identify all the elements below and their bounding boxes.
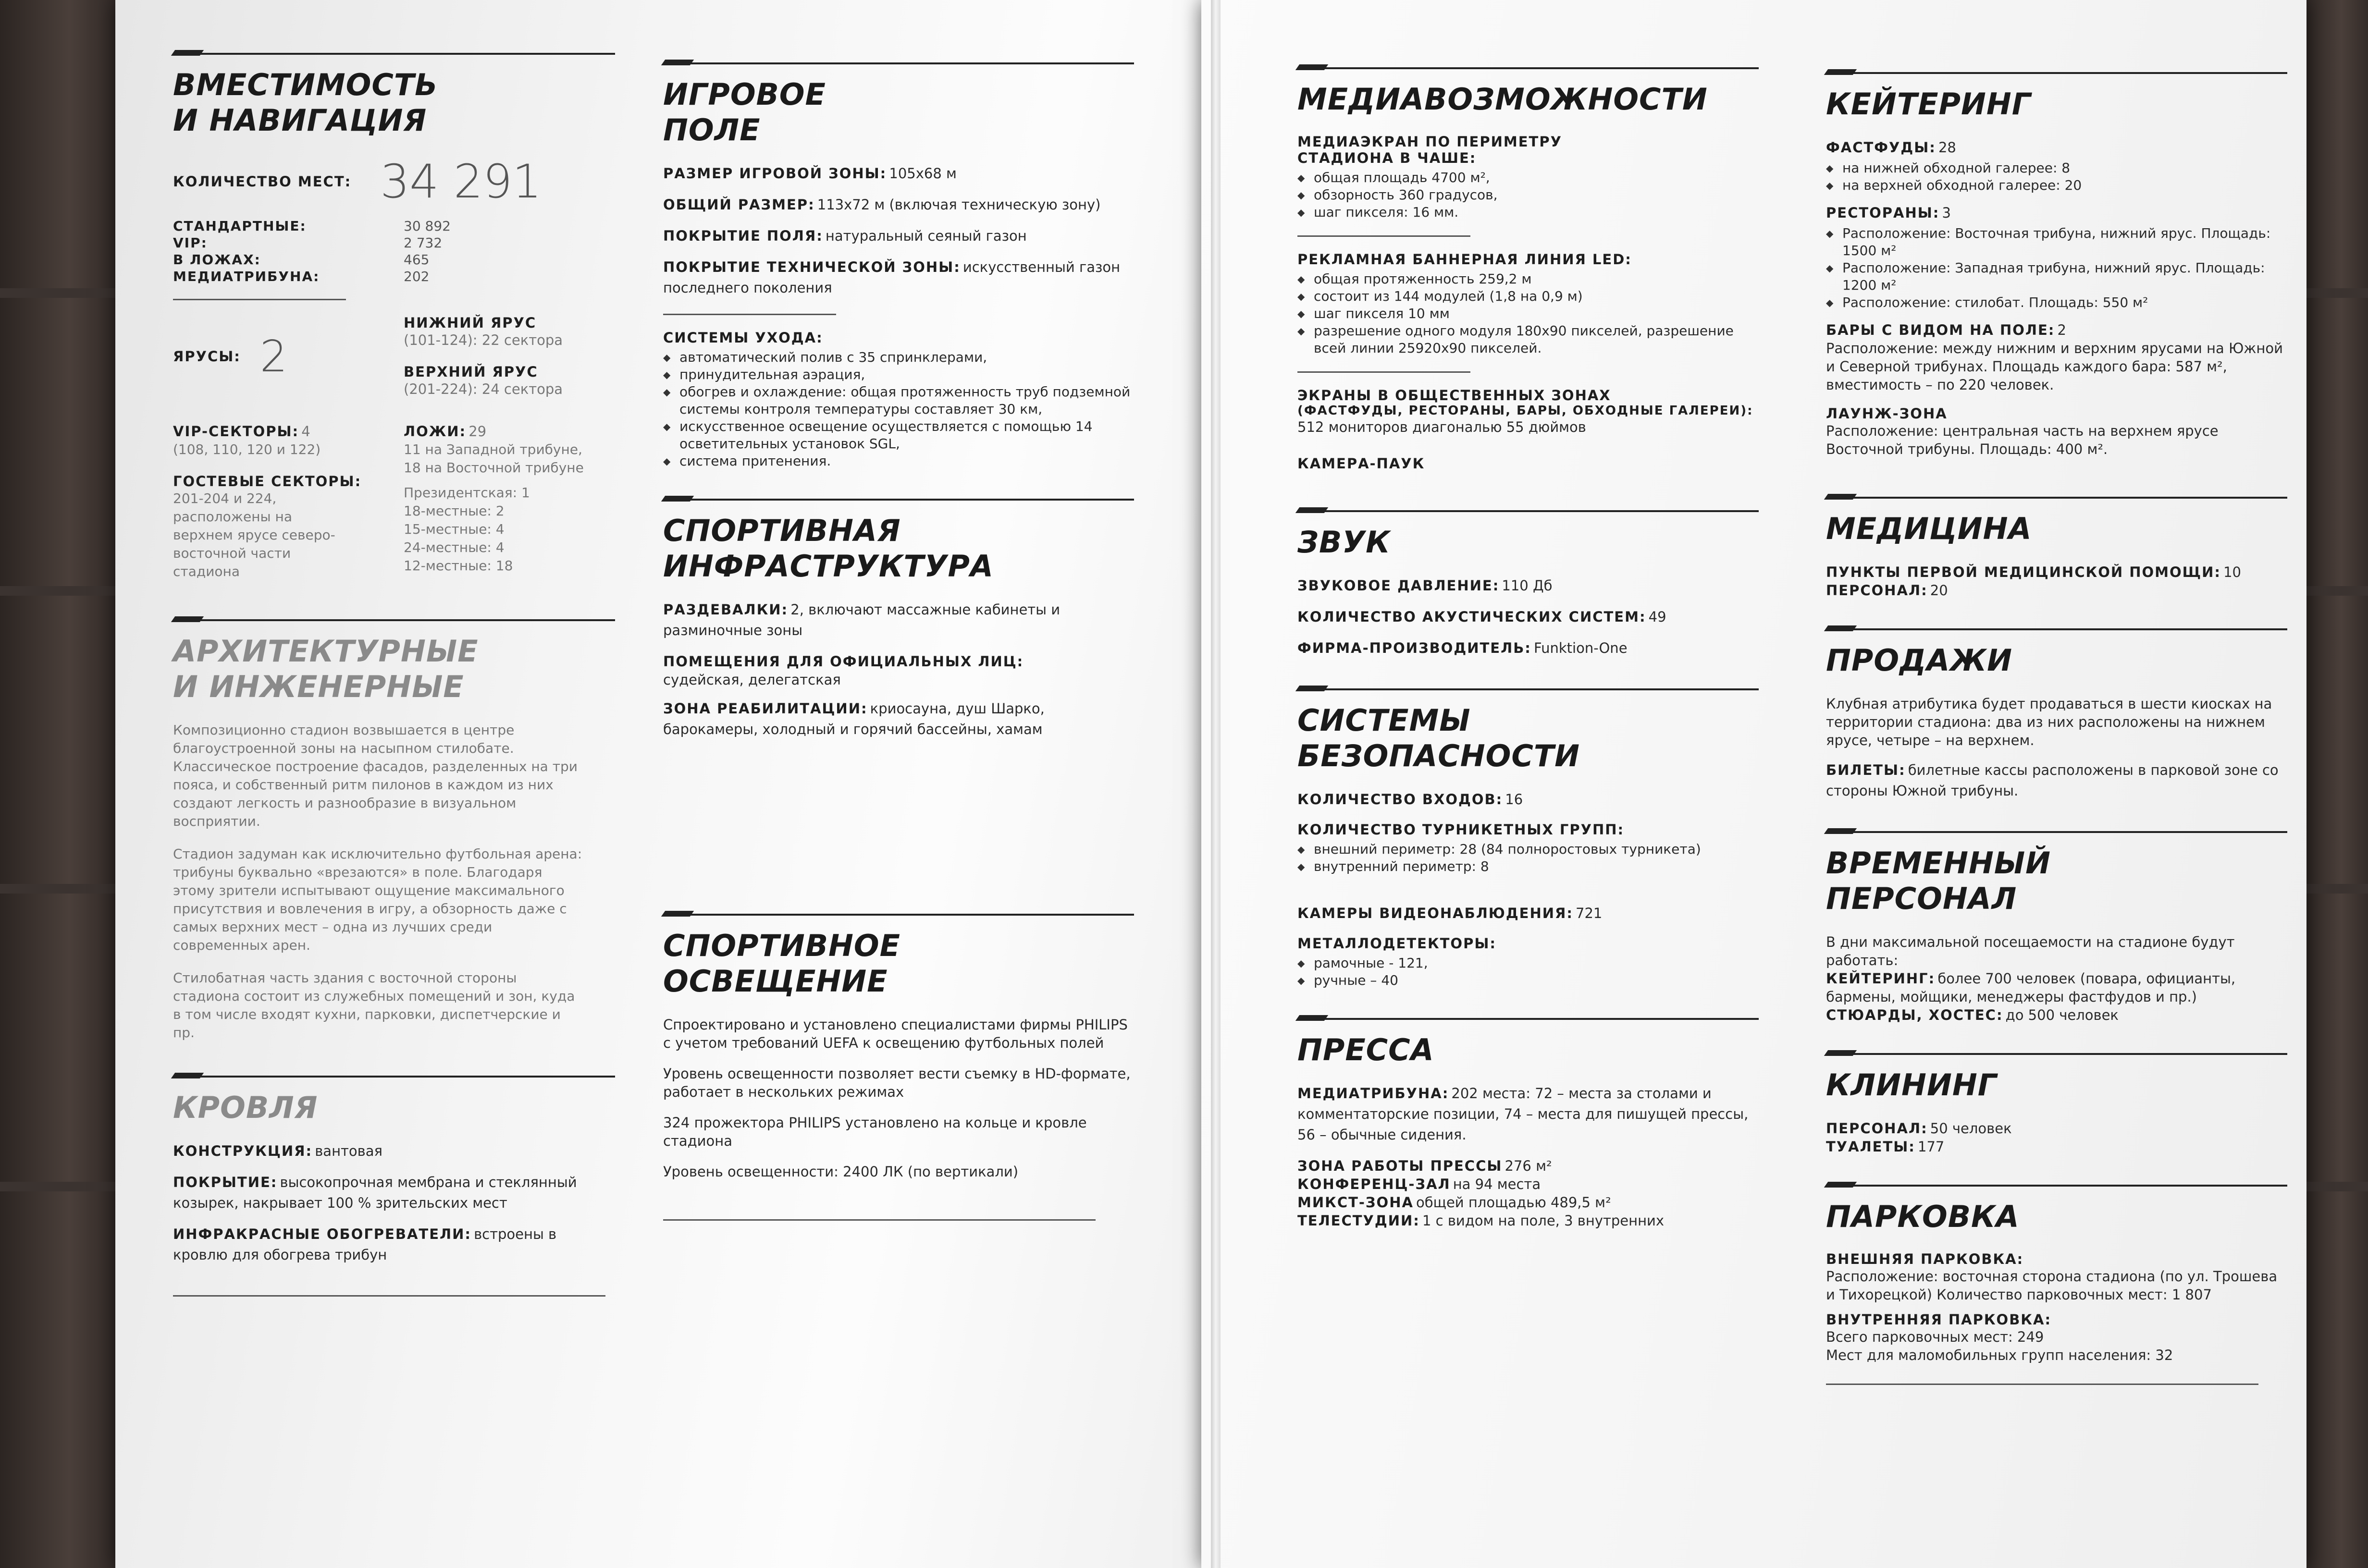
field-title: ИГРОВОЕ ПОЛЕ xyxy=(663,77,826,147)
medicine-section: МЕДИЦИНА ПУНКТЫ ПЕРВОЙ МЕДИЦИНСКОЙ ПОМОЩИ: 10 ПЕРСОНАЛ: 20 xyxy=(1826,497,2287,600)
upper-tier-label: ВЕРХНИЙ ЯРУС xyxy=(404,364,538,380)
list-item: ◆ внешний периметр: 28 (84 полноростовых турникета) xyxy=(1297,841,1759,858)
wood-plank xyxy=(2301,1191,2368,1568)
media-title: МЕДИАВОЗМОЖНОСТИ xyxy=(1297,82,1708,117)
list-item: ◆ шаг пикселя: 16 мм. xyxy=(1297,204,1759,221)
list-item: ◆ общая протяженность 259,2 м xyxy=(1297,270,1759,288)
capacity-title: ВМЕСТИМОСТЬ И НАВИГАЦИЯ xyxy=(173,67,438,138)
architecture-title: АРХИТЕКТУРНЫЕ И ИНЖЕНЕРНЫЕ xyxy=(173,634,479,704)
upper-tier-text: (201-224): 24 сектора xyxy=(404,381,563,397)
temp-staff-title: ВРЕМЕННЫЙ ПЕРСОНАЛ xyxy=(1826,845,2051,916)
press-section: ПРЕССА МЕДИАТРИБУНА: 202 места: 72 – места за столами и комментаторские позиции, 74 – места для пишущей прессы, 56 – обычные сидения. ЗОНА РАБОТЫ ПРЕССЫ 276 м² КОНФЕРЕНЦ-ЗАЛ на 94 места МИКСТ-ЗОНА общей площадью 489,5 м² ТЕЛЕСТУДИИ: 1 с видом на поле, 3 внутренних xyxy=(1297,1018,1759,1230)
tiers-value: 2 xyxy=(259,331,288,382)
lower-tier-label: НИЖНИЙ ЯРУС xyxy=(404,315,537,331)
list-item: ◆ искусственное освещение осуществляется с помощью 14 осветительных установок SGL, xyxy=(663,418,1134,453)
guest-text: 201-204 и 224, расположены на верхнем ярусе северо-восточной части стадиона xyxy=(173,490,335,579)
divider xyxy=(173,299,346,300)
list-item: ◆ на нижней обходной галерее: 8 xyxy=(1826,159,2287,177)
column-1 xyxy=(173,53,615,1325)
vip-text: (108, 110, 120 и 122) xyxy=(173,441,321,457)
wood-plank xyxy=(0,0,115,288)
list-item: ◆ рамочные - 121, xyxy=(1297,955,1759,972)
wood-plank xyxy=(0,894,115,1182)
security-section: СИСТЕМЫ БЕЗОПАСНОСТИ КОЛИЧЕСТВО ВХОДОВ: 16 КОЛИЧЕСТВО ТУРНИКЕТНЫХ ГРУПП: ◆ внешний периметр: 28 (84 полноростовых турникета) ◆ внутренний периметр: 8 КАМЕРЫ ВИДЕОНАБЛЮДЕНИЯ: 721 МЕТАЛЛОДЕТЕКТОРЫ: ◆ рамочные - 121, ◆ ручные – 40 xyxy=(1297,688,1759,989)
care-list xyxy=(663,349,1134,470)
architecture-p3: Стилобатная часть здания с восточной стороны стадиона состоит из служебных помещений и зон, куда в том числе входят кухни, парковки, диспетчерские и пр. xyxy=(173,970,575,1041)
sales-section: ПРОДАЖИ Клубная атрибутика будет продаваться в шести киосках на территории стадиона: два из них расположены на нижнем ярусе, четыре – на верхнем. БИЛЕТЫ: билетные кассы расположены в парковой зоне со стороны Южной трибуны. xyxy=(1826,628,2287,802)
wood-plank xyxy=(0,298,115,586)
tiers-label: ЯРУСЫ: xyxy=(173,348,241,365)
architecture-section xyxy=(173,619,615,1042)
security-title: СИСТЕМЫ БЕЗОПАСНОСТИ xyxy=(1297,703,1580,773)
field-section: ИГРОВОЕ ПОЛЕ РАЗМЕР ИГРОВОЙ ЗОНЫ: 105х68 м ОБЩИЙ РАЗМЕР: 113х72 м (включая техническую зону) ПОКРЫТИЕ ПОЛЯ: натуральный сеяный газон ПОКРЫТИЕ ТЕХНИЧЕСКОЙ ЗОНЫ: искусственный газон последнего поколения СИСТЕМЫ УХОДА: ◆ автоматический полив с 35 спринклерами, ◆ принудительная аэрация, ◆ обогрев и охлаждение: общая протяженность труб подземной системы контроля температуры составляет 30 км, ◆ искусственное освещение осуществляется с помощью 14 осветительных установок SGL, ◆ система притенения. xyxy=(663,62,1134,470)
sound-section: ЗВУК ЗВУКОВОЕ ДАВЛЕНИЕ: 110 Дб КОЛИЧЕСТВО АКУСТИЧЕСКИХ СИСТЕМ: 49 ФИРМА-ПРОИЗВОДИТЕЛЬ: Funktion-One xyxy=(1297,510,1759,660)
list-item: ◆ общая площадь 4700 м², xyxy=(1297,169,1759,186)
seats-label: КОЛИЧЕСТВО МЕСТ: xyxy=(173,173,352,190)
catering-title: КЕЙТЕРИНГ xyxy=(1826,86,2032,122)
list-item: ◆ обзорность 360 градусов, xyxy=(1297,186,1759,204)
seats-value: 34 291 xyxy=(380,155,542,208)
cleaning-section: КЛИНИНГ ПЕРСОНАЛ: 50 человек ТУАЛЕТЫ: 177 xyxy=(1826,1053,2287,1156)
list-item: ◆ внутренний периметр: 8 xyxy=(1297,858,1759,875)
temp-staff-section: ВРЕМЕННЫЙ ПЕРСОНАЛ В дни максимальной посещаемости на стадионе будут работать: КЕЙТЕРИНГ: более 700 человек (повара, официанты, бармены, мойщики, менеджеры фастфудов и пр.) СТЮАРДЫ, ХОСТЕС: до 500 человек xyxy=(1826,831,2287,1024)
list-item: ◆ разрешение одного модуля 180х90 пикселей, разрешение всей линии 25920х90 пикселей. xyxy=(1297,322,1759,357)
boxes-label: ЛОЖИ: xyxy=(404,423,467,440)
list-item: ◆ на верхней обходной галерее: 20 xyxy=(1826,177,2287,194)
list-item: ◆ Расположение: Восточная трибуна, нижний ярус. Площадь: 1500 м² xyxy=(1826,225,2287,259)
cleaning-title: КЛИНИНГ xyxy=(1826,1067,1998,1102)
list-item: ◆ состоит из 144 модулей (1,8 на 0,9 м) xyxy=(1297,288,1759,305)
catering-section: КЕЙТЕРИНГ ФАСТФУДЫ: 28 ◆ на нижней обходной галерее: 8 ◆ на верхней обходной галерее: 20 РЕСТОРАНЫ: 3 ◆ Расположение: Восточная трибуна, нижний ярус. Площадь: 1500 м² ◆ Расположение: Западная трибуна, нижний ярус. Площадь: 1200 м² ◆ Расположение: стилобат. Площадь: 550 м² БАРЫ С ВИДОМ НА ПОЛЕ: 2 Расположение: между нижним и верхним ярусами на Южной и Северной трибунах. Площадь каждого бара: 587 м², вместимость – по 220 человек. ЛАУНЖ-ЗОНА Расположение: центральная часть на верхнем ярусе Восточной трибуны. Площадь: 400 м². xyxy=(1826,72,2287,458)
list-item: ◆ принудительная аэрация, xyxy=(663,366,1134,383)
sport-infra-section: СПОРТИВНАЯ ИНФРАСТРУКТУРА РАЗДЕВАЛКИ: 2, включают массажные кабинеты и разминочные зоны ПОМЕЩЕНИЯ ДЛЯ ОФИЦИАЛЬНЫХ ЛИЦ: судейская, делегатская ЗОНА РЕАБИЛИТАЦИИ: криосауна, душ Шарко, барокамеры, холодный и горячий бассейны, хамам xyxy=(663,499,1134,741)
list-item: ◆ автоматический полив с 35 спринклерами, xyxy=(663,349,1134,366)
roof-section: КРОВЛЯ КОНСТРУКЦИЯ: вантовая ПОКРЫТИЕ: высокопрочная мембрана и стеклянный козырек, накрывает 100 % зрительских мест ИНФРАКРАСНЫЕ ОБОГРЕВАТЕЛИ: встроены в кровлю для обогрева трибун xyxy=(173,1076,615,1297)
wood-plank xyxy=(0,596,115,884)
column-2 xyxy=(663,62,1134,1250)
media-section: МЕДИАВОЗМОЖНОСТИ МЕДИАЭКРАН ПО ПЕРИМЕТРУ СТАДИОНА В ЧАШЕ: ◆ общая площадь 4700 м², ◆ обзорность 360 градусов, ◆ шаг пикселя: 16 мм. РЕКЛАМНАЯ БАННЕРНАЯ ЛИНИЯ LED: ◆ общая протяженность 259,2 м ◆ состоит из 144 модулей (1,8 на 0,9 м) ◆ шаг пикселя 10 мм ◆ разрешение одного модуля 180х90 пикселей, разрешение всей линии 25920х90 пикселей. ЭКРАНЫ В ОБЩЕСТВЕННЫХ ЗОНАХ (ФАСТФУДЫ, РЕСТОРАНЫ, БАРЫ, ОБХОДНЫЕ ГАЛЕРЕИ): 512 мониторов диагональю 55 дюймов КАМЕРА-ПАУК xyxy=(1297,67,1759,472)
architecture-p1: Композиционно стадион возвышается в центре благоустроенной зоны на насыпном стилобате. Классическое построение фасадов, разделенных на три пояса, и собственный ритм пилонов в каждом из них создают легкость и разнообразие в визуальном восприятии. xyxy=(173,722,578,829)
lighting-title: СПОРТИВНОЕ ОСВЕЩЕНИЕ xyxy=(663,928,900,999)
guest-label: ГОСТЕВЫЕ СЕКТОРЫ: xyxy=(173,473,362,490)
medicine-title: МЕДИЦИНА xyxy=(1826,511,2032,546)
sales-title: ПРОДАЖИ xyxy=(1826,643,2013,678)
wood-plank xyxy=(2301,894,2368,1182)
wood-plank xyxy=(2301,0,2368,288)
list-item: ◆ Расположение: стилобат. Площадь: 550 м² xyxy=(1826,294,2287,311)
seats-breakdown: СТАНДАРТНЫЕ: 30 892 VIP: 2 732 В ЛОЖАХ: 465 МЕДИАТРИБУНА: 202 xyxy=(173,218,451,284)
sound-title: ЗВУК xyxy=(1297,525,1391,560)
architecture-p2: Стадион задуман как исключительно футбольная арена: трибуны буквально «врезаются» в поле. Благодаря этому зрители испытывают ощущение максимального присутствия и вовлечения в игру, а обзорность даже с самых верхних мест – одна из лучших среди современных арен. xyxy=(173,846,582,953)
parking-title: ПАРКОВКА xyxy=(1826,1199,2020,1234)
list-item: ◆ Расположение: Западная трибуна, нижний ярус. Площадь: 1200 м² xyxy=(1826,259,2287,294)
list-item: ◆ ручные – 40 xyxy=(1297,972,1759,989)
section-rule xyxy=(173,53,615,55)
vip-label: VIP-СЕКТОРЫ: xyxy=(173,423,299,440)
brochure-fold xyxy=(1211,0,1221,1568)
lower-tier-text: (101-124): 22 сектора xyxy=(404,332,563,348)
parking-section: ПАРКОВКА ВНЕШНЯЯ ПАРКОВКА: Расположение: восточная сторона стадиона (по ул. Трошева и Тихорецкой) Количество парковочных мест: 1 807 ВНУТРЕННЯЯ ПАРКОВКА: Всего парковочных мест: 249 Мест для маломобильных групп населения: 32 xyxy=(1826,1185,2287,1385)
wood-plank xyxy=(2301,298,2368,586)
press-title: ПРЕССА xyxy=(1297,1032,1434,1067)
sport-infra-title: СПОРТИВНАЯ ИНФРАСТРУКТУРА xyxy=(663,513,994,584)
column-3 xyxy=(1297,67,1759,1259)
list-item: ◆ шаг пикселя 10 мм xyxy=(1297,305,1759,322)
list-item: ◆ обогрев и охлаждение: общая протяженность труб подземной системы контроля температуры составляет 30 км, xyxy=(663,383,1134,418)
capacity-section: ВМЕСТИМОСТЬ И НАВИГАЦИЯ КОЛИЧЕСТВО МЕСТ: 34 291 СТАНДАРТНЫЕ: 30 892 VIP: 2 732 В ЛОЖАХ: 465 МЕДИАТРИБУНА: 202 ЯРУСЫ: 2 НИЖНИЙ ЯРУС (101-124): 22 сектора ВЕРХНИЙ ЯРУС (201-224): 24 сектора VIP-СЕКТОРЫ: 4 (108, 110, 120 и 122) ГОСТЕВЫЕ СЕКТОРЫ: 201-204 и 224, расположены на верхнем ярусе северо-восточной части стадиона ЛОЖИ: 29 11 на Западной трибуне, 18 на Восточной трибуне Президентская: 1 18-местные: 2 15-местные: 4 24-местные: 4 12-местные: 18 xyxy=(173,53,615,581)
care-label: СИСТЕМЫ УХОДА: xyxy=(663,330,823,346)
lighting-section: СПОРТИВНОЕ ОСВЕЩЕНИЕ Спроектировано и установлено специалистами фирмы PHILIPS с учетом требований UEFA к освещению футбольных полей Уровень освещенности позволяет вести съемку в HD-формате, работает в нескольких режимах 324 прожектора PHILIPS установлено на кольце и кровле стадиона Уровень освещенности: 2400 ЛК (по вертикали) xyxy=(663,914,1134,1221)
roof-title: КРОВЛЯ xyxy=(173,1090,318,1125)
list-item: ◆ система притенения. xyxy=(663,453,1134,470)
column-4 xyxy=(1826,72,2287,1414)
wood-plank xyxy=(0,1191,115,1568)
wood-plank xyxy=(2301,596,2368,884)
